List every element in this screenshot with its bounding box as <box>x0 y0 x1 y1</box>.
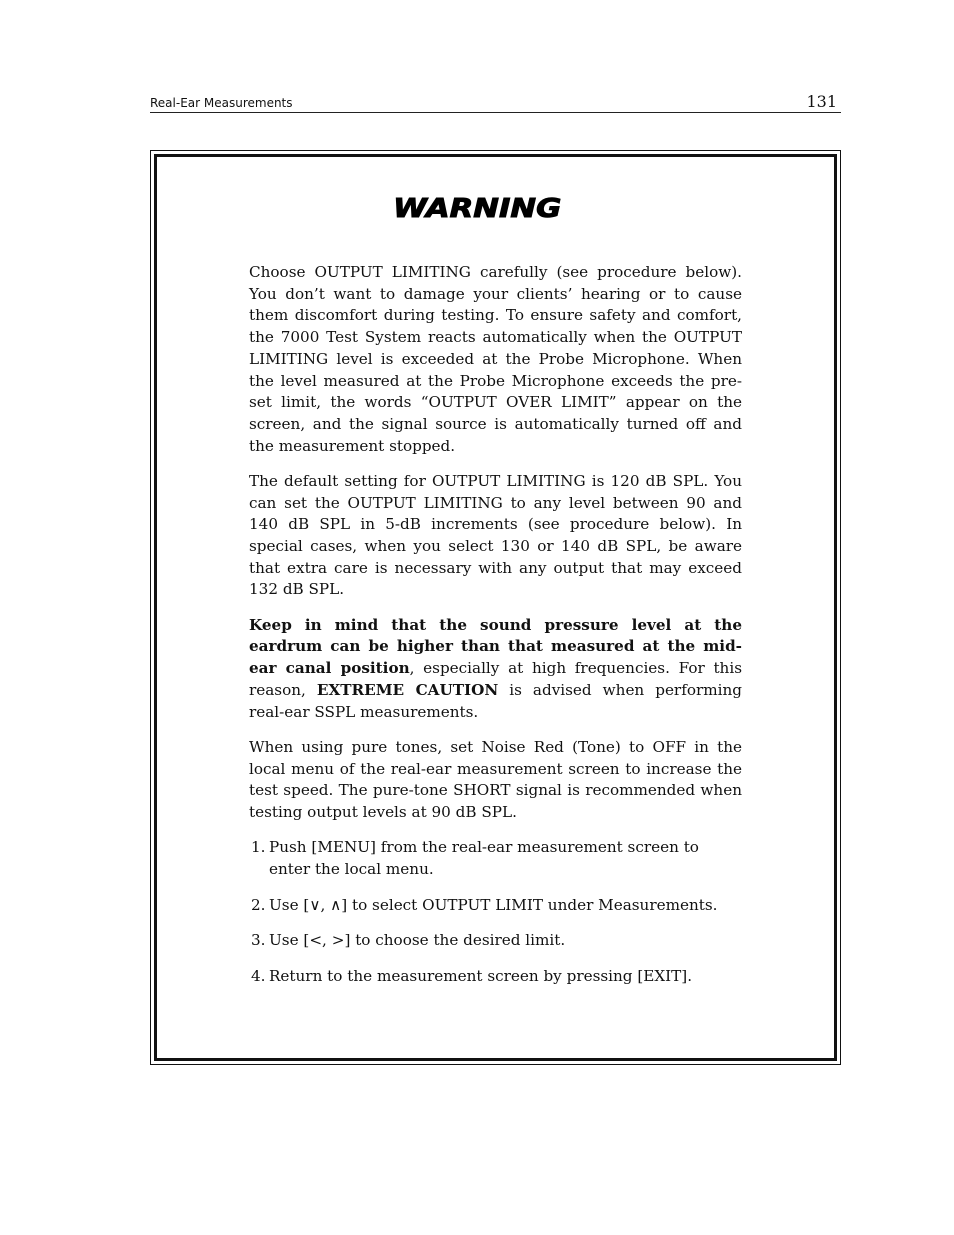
caution-end-text: is advised when performing real-ear SSPL measurements. <box>249 680 742 721</box>
procedure-step <box>249 966 739 988</box>
step-text: Use [∨, ∧] to select OUTPUT LIMIT under Measurements. <box>269 895 718 914</box>
procedure-step <box>249 895 739 917</box>
step-number: 2. <box>251 895 266 914</box>
section-title: Real-Ear Measurements <box>150 96 293 110</box>
step-number: 3. <box>251 931 266 950</box>
caution-mid-text: , especially at high frequencies. For this reason, <box>249 659 742 699</box>
procedure-step <box>249 837 739 880</box>
extreme-caution-text: EXTREME CAUTION <box>316 680 499 699</box>
running-header <box>150 92 841 113</box>
page-number: 131 <box>806 92 837 111</box>
warning-heading-text: WARNING <box>392 194 562 224</box>
paragraph-output-limiting: Choose OUTPUT LIMITING carefully (see procedure below). You don’t want to damage your clients’ hearing or to cause them discomfort during testing. To ensure safety and comfort, the 7000 Test System reacts automatically when the OUTPUT LIMITING level is exceeded at the Probe Microphone. When the level measured at the Probe Microphone exceeds the pre-set limit, the words “OUTPUT OVER LIMIT” appear on the screen, and the signal source is automatically turned off and the measurement stopped. <box>249 263 742 455</box>
warning-heading <box>0 194 954 224</box>
procedure-step <box>249 930 739 952</box>
procedure-steps <box>249 837 742 988</box>
step-text: Use [<, >] to choose the desired limit. <box>269 931 566 950</box>
step-number: 4. <box>251 967 266 986</box>
paragraph-caution <box>249 615 742 724</box>
paragraph-pure-tones: When using pure tones, set Noise Red (Tone) to OFF in the local menu of the real-ear measurement screen to increase the test speed. The pure-tone SHORT signal is recommended when testing output levels at 90 dB SPL. <box>249 737 742 821</box>
caution-bold-text: Keep in mind that the sound pressure level at the eardrum can be higher than that measured at the mid-ear canal position <box>249 615 742 678</box>
step-number: 1. <box>251 838 266 857</box>
step-text: Push [MENU] from the real-ear measurement screen to enter the local menu. <box>269 838 699 878</box>
warning-body <box>249 262 742 1002</box>
step-text: Return to the measurement screen by pressing [EXIT]. <box>269 967 693 986</box>
paragraph-default-setting: The default setting for OUTPUT LIMITING is 120 dB SPL. You can set the OUTPUT LIMITING to any level between 90 and 140 dB SPL in 5-dB increments (see procedure below). In special cases, when you select 130 or 140 dB SPL, be aware that extra care is necessary with any output that may exceed 132 dB SPL. <box>249 471 742 599</box>
